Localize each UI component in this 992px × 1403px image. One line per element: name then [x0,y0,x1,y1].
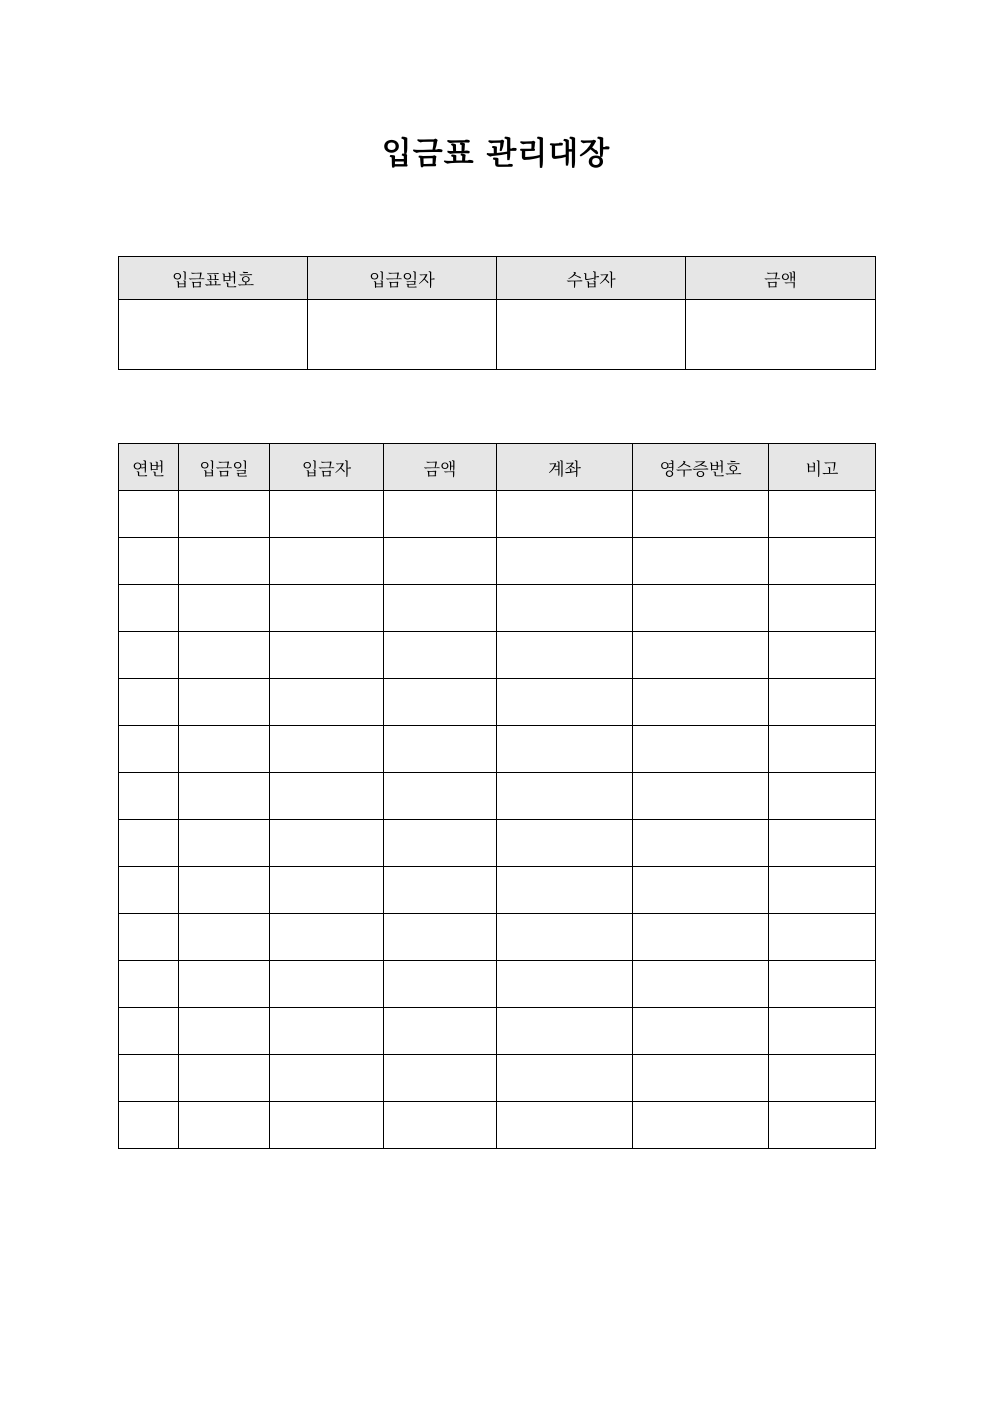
ledger-cell-receipt-number[interactable] [633,726,769,773]
summary-amount-cell[interactable] [686,300,876,370]
ledger-cell-deposit-date[interactable] [179,1055,270,1102]
summary-header-deposit-date: 입금일자 [308,257,497,300]
ledger-cell-amount[interactable] [384,1055,497,1102]
ledger-cell-amount[interactable] [384,726,497,773]
ledger-cell-account[interactable] [497,632,633,679]
ledger-cell-deposit-date[interactable] [179,773,270,820]
ledger-cell-account[interactable] [497,820,633,867]
ledger-cell-account[interactable] [497,538,633,585]
ledger-header-remarks: 비고 [769,444,876,491]
ledger-cell-amount[interactable] [384,491,497,538]
ledger-cell-depositor[interactable] [270,1055,384,1102]
ledger-cell-serial[interactable] [119,867,179,914]
ledger-row [119,632,876,679]
ledger-cell-remarks[interactable] [769,632,876,679]
ledger-row [119,585,876,632]
ledger-cell-deposit-date[interactable] [179,914,270,961]
ledger-cell-deposit-date[interactable] [179,585,270,632]
ledger-cell-deposit-date[interactable] [179,1102,270,1149]
ledger-cell-account[interactable] [497,679,633,726]
ledger-header-row [119,444,876,491]
summary-receipt-number-cell[interactable] [119,300,308,370]
ledger-cell-receipt-number[interactable] [633,632,769,679]
ledger-cell-depositor[interactable] [270,1008,384,1055]
ledger-cell-depositor[interactable] [270,961,384,1008]
ledger-cell-receipt-number[interactable] [633,820,769,867]
ledger-header-receipt-number: 영수증번호 [633,444,769,491]
ledger-row [119,679,876,726]
ledger-cell-account[interactable] [497,491,633,538]
summary-receiver-cell[interactable] [497,300,686,370]
ledger-cell-remarks[interactable] [769,867,876,914]
ledger-cell-receipt-number[interactable] [633,491,769,538]
ledger-cell-amount[interactable] [384,1102,497,1149]
ledger-cell-remarks[interactable] [769,538,876,585]
summary-header-receipt-number: 입금표번호 [119,257,308,300]
ledger-row [119,1055,876,1102]
ledger-row [119,773,876,820]
ledger-cell-receipt-number[interactable] [633,1008,769,1055]
ledger-cell-serial[interactable] [119,632,179,679]
ledger-cell-amount[interactable] [384,679,497,726]
ledger-header-account: 계좌 [497,444,633,491]
ledger-cell-serial[interactable] [119,820,179,867]
ledger-cell-account[interactable] [497,914,633,961]
ledger-cell-receipt-number[interactable] [633,538,769,585]
ledger-cell-remarks[interactable] [769,585,876,632]
ledger-cell-serial[interactable] [119,914,179,961]
page-title: 입금표 관리대장 [381,136,611,172]
ledger-header-amount: 금액 [384,444,497,491]
ledger-cell-serial[interactable] [119,726,179,773]
ledger-cell-deposit-date[interactable] [179,632,270,679]
ledger-cell-remarks[interactable] [769,961,876,1008]
ledger-cell-deposit-date[interactable] [179,820,270,867]
ledger-cell-depositor[interactable] [270,538,384,585]
ledger-cell-serial[interactable] [119,585,179,632]
ledger-cell-account[interactable] [497,726,633,773]
ledger-cell-serial[interactable] [119,1102,179,1149]
summary-header-receiver: 수납자 [497,257,686,300]
ledger-cell-amount[interactable] [384,1008,497,1055]
ledger-cell-amount[interactable] [384,585,497,632]
ledger-cell-depositor[interactable] [270,820,384,867]
ledger-cell-remarks[interactable] [769,1055,876,1102]
ledger-header-serial: 연번 [119,444,179,491]
ledger-cell-deposit-date[interactable] [179,726,270,773]
summary-table [118,256,876,370]
ledger-cell-depositor[interactable] [270,679,384,726]
ledger-cell-amount[interactable] [384,961,497,1008]
ledger-cell-depositor[interactable] [270,1102,384,1149]
ledger-row [119,726,876,773]
ledger-cell-remarks[interactable] [769,491,876,538]
ledger-cell-serial[interactable] [119,961,179,1008]
ledger-cell-deposit-date[interactable] [179,538,270,585]
ledger-cell-receipt-number[interactable] [633,867,769,914]
ledger-cell-depositor[interactable] [270,867,384,914]
ledger-header-depositor: 입금자 [270,444,384,491]
ledger-cell-account[interactable] [497,1102,633,1149]
ledger-cell-amount[interactable] [384,632,497,679]
ledger-cell-receipt-number[interactable] [633,585,769,632]
ledger-cell-receipt-number[interactable] [633,961,769,1008]
ledger-cell-account[interactable] [497,867,633,914]
summary-header-amount: 금액 [686,257,876,300]
ledger-cell-remarks[interactable] [769,914,876,961]
ledger-cell-account[interactable] [497,773,633,820]
ledger-cell-remarks[interactable] [769,726,876,773]
ledger-cell-deposit-date[interactable] [179,961,270,1008]
ledger-cell-serial[interactable] [119,1008,179,1055]
ledger-cell-amount[interactable] [384,773,497,820]
ledger-row [119,961,876,1008]
ledger-row [119,820,876,867]
ledger-cell-amount[interactable] [384,820,497,867]
ledger-cell-serial[interactable] [119,1055,179,1102]
ledger-cell-deposit-date[interactable] [179,867,270,914]
ledger-row [119,867,876,914]
ledger-cell-depositor[interactable] [270,585,384,632]
ledger-row [119,1008,876,1055]
ledger-cell-amount[interactable] [384,538,497,585]
ledger-cell-account[interactable] [497,1008,633,1055]
ledger-cell-remarks[interactable] [769,773,876,820]
ledger-cell-account[interactable] [497,1055,633,1102]
ledger-cell-remarks[interactable] [769,1008,876,1055]
ledger-cell-serial[interactable] [119,491,179,538]
ledger-row [119,538,876,585]
ledger-row [119,1102,876,1149]
ledger-cell-serial[interactable] [119,679,179,726]
ledger-cell-depositor[interactable] [270,632,384,679]
ledger-cell-receipt-number[interactable] [633,1055,769,1102]
summary-deposit-date-cell[interactable] [308,300,497,370]
summary-header-row [119,257,876,300]
ledger-cell-deposit-date[interactable] [179,679,270,726]
ledger-cell-deposit-date[interactable] [179,1008,270,1055]
ledger-cell-receipt-number[interactable] [633,914,769,961]
ledger-cell-serial[interactable] [119,538,179,585]
ledger-cell-receipt-number[interactable] [633,1102,769,1149]
ledger-cell-serial[interactable] [119,773,179,820]
ledger-row [119,914,876,961]
ledger-cell-receipt-number[interactable] [633,773,769,820]
ledger-header-deposit-date: 입금일 [179,444,270,491]
summary-value-row [119,300,876,370]
ledger-cell-amount[interactable] [384,914,497,961]
ledger-row [119,491,876,538]
ledger-cell-remarks[interactable] [769,679,876,726]
ledger-cell-account[interactable] [497,585,633,632]
ledger-cell-account[interactable] [497,961,633,1008]
ledger-cell-depositor[interactable] [270,491,384,538]
ledger-table [118,443,876,1149]
ledger-cell-depositor[interactable] [270,726,384,773]
ledger-cell-depositor[interactable] [270,914,384,961]
ledger-cell-deposit-date[interactable] [179,491,270,538]
ledger-body [119,491,876,1149]
ledger-cell-depositor[interactable] [270,773,384,820]
ledger-cell-remarks[interactable] [769,1102,876,1149]
ledger-cell-receipt-number[interactable] [633,679,769,726]
ledger-cell-remarks[interactable] [769,820,876,867]
ledger-cell-amount[interactable] [384,867,497,914]
